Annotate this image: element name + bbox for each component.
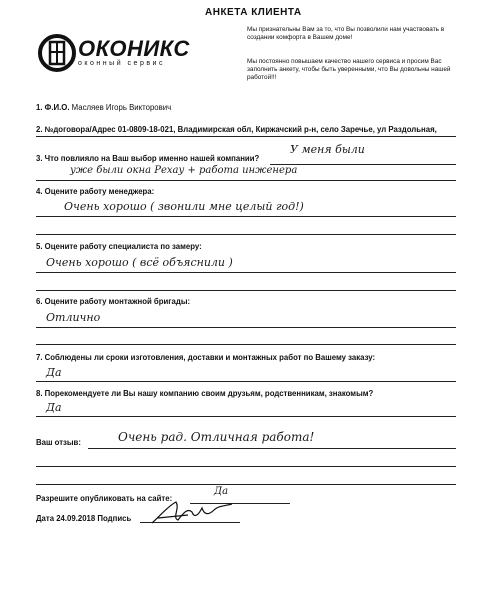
q2-label: 2. №договора/Адрес [36, 125, 116, 134]
q4-underline-2 [36, 234, 456, 235]
q3-label: 3. Что повлияло на Ваш выбор именно нашей компании? [36, 154, 260, 163]
review-label: Ваш отзыв: [36, 438, 81, 447]
q7-answer: Да [46, 366, 62, 379]
q6-underline-2 [36, 344, 456, 345]
form-title: АНКЕТА КЛИЕНТА [205, 7, 302, 18]
publish-label: Разрешите опубликовать на сайте: [36, 494, 173, 503]
logo-name: ОКОНИКС [78, 36, 190, 61]
q2-underline [36, 136, 456, 137]
publish-answer: Да [214, 486, 229, 497]
q6-answer: Отлично [46, 311, 101, 324]
review-underline-1 [88, 448, 456, 449]
q3-underline-2 [36, 180, 456, 181]
q3-answer-line2: уже были окна Рехау + работа инженера [70, 165, 298, 176]
q1-row [36, 103, 171, 112]
q1-label: 1. Ф.И.О. [36, 103, 70, 112]
date-label: Дата 24.09.2018 Подпись [36, 514, 132, 523]
signature-mark [148, 498, 238, 528]
q6-label: 6. Оцените работу монтажной бригады: [36, 297, 191, 306]
q3-answer-line1: У меня были [290, 143, 365, 156]
company-logo [36, 30, 226, 78]
q8-answer: Да [46, 401, 62, 414]
review-underline-3 [36, 484, 456, 485]
q6-underline-1 [36, 327, 456, 328]
q8-underline [36, 416, 456, 417]
review-answer: Очень рад. Отличная работа! [118, 430, 315, 444]
q2-row [36, 125, 437, 134]
intro-thanks: Мы признательны Вам за то, что Вы позволили нам участвовать в создании комфорта в Вашем доме! [247, 26, 445, 41]
q5-answer: Очень хорошо ( всё объяснили ) [46, 256, 233, 269]
q4-answer: Очень хорошо ( звонили мне целый год!) [64, 200, 304, 213]
window-logo-icon [36, 30, 78, 76]
q7-label: 7. Соблюдены ли сроки изготовления, доставки и монтажных работ по Вашему заказу: [36, 353, 376, 362]
q3-underline-1 [270, 164, 456, 165]
intro-request: Мы постоянно повышаем качество нашего сервиса и просим Вас заполнить анкету, чтобы быть уверенными, что Вы довольны нашей работой!!! [247, 58, 451, 81]
q4-label: 4. Оцените работу менеджера: [36, 187, 155, 196]
q7-underline [36, 381, 456, 382]
q1-value: Масляев Игорь Викторович [71, 103, 172, 112]
q2-value: 01-0809-18-021, Владимирская обл, Киржачский р-н, село Заречье, ул Раздольная, [117, 125, 437, 134]
review-underline-2 [36, 466, 456, 467]
q5-label: 5. Оцените работу специалиста по замеру: [36, 242, 202, 251]
q5-underline-1 [36, 272, 456, 273]
q4-underline-1 [36, 216, 456, 217]
logo-tagline: оконный сервис [78, 60, 165, 67]
q5-underline-2 [36, 290, 456, 291]
q8-label: 8. Порекомендуете ли Вы нашу компанию своим друзьям, родственникам, знакомым? [36, 389, 374, 398]
